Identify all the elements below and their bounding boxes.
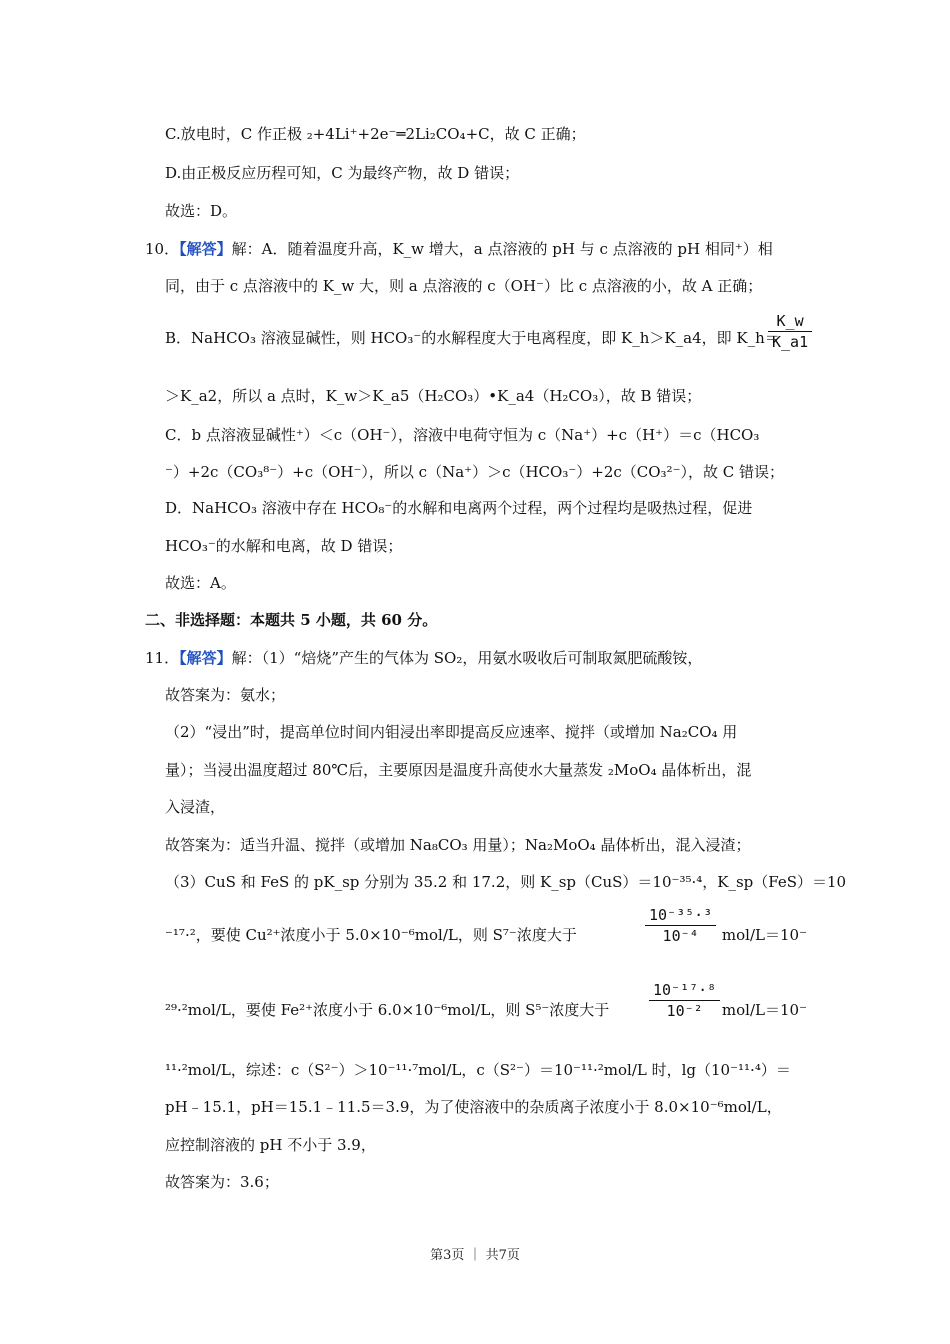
q10-part-a-cont: 同，由于 c 点溶液中的 K_w 大，则 a 点溶液的 c（OH⁻）比 c 点溶液的小，故 A 正确； <box>165 277 763 295</box>
fraction-numerator: K_w <box>776 312 804 330</box>
fraction-denominator: 10⁻⁴ <box>662 927 699 945</box>
fraction-bar <box>649 1000 720 1001</box>
section-heading: 二、非选择题：本题共 5 小题，共 60 分。 <box>145 611 438 629</box>
question-11 <box>145 648 702 668</box>
fraction-bar <box>645 925 716 926</box>
fraction-denominator: K_a1 <box>772 333 809 351</box>
page-footer: 第3页 ｜ 共7页 <box>430 1248 520 1263</box>
line-c-discharge: C.放电时，C 作正极 ₂+4Li⁺+2e⁻═2Li₂CO₄+C，故 C 正确； <box>165 125 586 143</box>
q11-part-3-line6: 应控制溶液的 pH 不小于 3.9， <box>165 1136 376 1154</box>
q11-part-3-line3-tail: mol/L＝10⁻ <box>721 1001 807 1019</box>
q10-part-a: 解：A．随着温度升高，K_w 增大，a 点溶液的 pH 与 c 点溶液的 pH 相同⁺）相 <box>231 240 773 258</box>
q11-part-2-cont: 量）；当浸出温度超过 80℃后，主要原因是温度升高使水大量蒸发 ₂MoO₄ 晶体析出，混 <box>165 761 752 779</box>
q10-part-b-cont: ＞K_a2，所以 a 点时，K_w＞K_a5（H₂CO₃）•K_a4（H₂CO₃），故 B 错误； <box>165 387 702 405</box>
fraction-denominator: 10⁻² <box>666 1002 703 1020</box>
line-d-conclusion: D.由正极反应历程可知，C 为最终产物，故 D 错误； <box>165 164 520 182</box>
q11-part-2: （2）“浸出”时，提高单位时间内钼浸出率即提高反应速率、搅拌（或增加 Na₂CO₄ 用 <box>165 723 738 741</box>
q10-part-d: D．NaHCO₃ 溶液中存在 HCO₈⁻的水解和电离两个过程，两个过程均是吸热过程，促进 <box>165 499 753 517</box>
q10-part-c: C．b 点溶液显碱性⁺）＜c（OH⁻），溶液中电荷守恒为 c（Na⁺）+c（H⁺）＝c（HCO₃ <box>165 426 760 444</box>
solution-tag: 【解答】 <box>179 649 232 667</box>
fraction-numerator: 10⁻¹⁷·⁸ <box>653 981 717 999</box>
q10-part-d-cont: HCO₃⁻的水解和电离，故 D 错误； <box>165 537 403 555</box>
question-number: 10． <box>145 240 180 258</box>
fraction-bar <box>768 331 812 332</box>
s-concentration-fraction-2 <box>649 981 720 1020</box>
q11-part-3-line3: ²⁹·²mol/L，要使 Fe²⁺浓度小于 6.0×10⁻⁶mol/L，则 S⁵⁻浓度大于 <box>165 1001 610 1019</box>
q11-part-3-line2: ⁻¹⁷·²，要使 Cu²⁺浓度小于 5.0×10⁻⁶mol/L，则 S⁷⁻浓度大于 <box>165 926 577 944</box>
q11-answer-1: 故答案为：氨水； <box>165 686 286 704</box>
answer-line-9: 故选：D。 <box>165 202 238 220</box>
question-10 <box>145 239 773 259</box>
s-concentration-fraction-1 <box>645 906 716 945</box>
q11-answer-2: 故答案为：适当升温、搅拌（或增加 Na₈CO₃ 用量）；Na₂MoO₄ 晶体析出，混入浸渣； <box>165 836 751 854</box>
q11-part-3-line5: pH﹣15.1，pH＝15.1﹣11.5＝3.9，为了使溶液中的杂质离子浓度小于 8.0×10⁻⁶mol/L， <box>165 1098 782 1116</box>
solution-tag: 【解答】 <box>179 240 232 258</box>
q11-answer-3: 故答案为：3.6； <box>165 1173 279 1191</box>
q11-part-3-line2-tail: mol/L＝10⁻ <box>721 926 807 944</box>
question-number: 11． <box>145 649 180 667</box>
q11-part-1: 解：（1）“焙烧”产生的气体为 SO₂，用氨水吸收后可制取氮肥硫酸铵， <box>231 649 703 667</box>
fraction-numerator: 10⁻³⁵·³ <box>649 906 713 924</box>
q11-part-2-cont2: 入浸渣， <box>165 798 226 816</box>
kh-fraction <box>768 312 812 351</box>
answer-line-10: 故选：A。 <box>165 574 236 592</box>
q11-part-3: （3）CuS 和 FeS 的 pK_sp 分别为 35.2 和 17.2，则 K_sp（CuS）＝10⁻³⁵·⁴，K_sp（FeS）＝10 <box>165 873 847 891</box>
q11-part-3-line4: ¹¹·²mol/L，综述：c（S²⁻）＞10⁻¹¹·⁷mol/L，c（S²⁻）＝10⁻¹¹·²mol/L 时，lg（10⁻¹¹·⁴）＝ <box>165 1061 791 1079</box>
q10-part-b: B．NaHCO₃ 溶液显碱性，则 HCO₃⁻的水解程度大于电离程度，即 K_h＞K_a4，即 K_h＝ <box>165 329 780 347</box>
q10-part-c-cont: ⁻）+2c（CO₃⁸⁻）+c（OH⁻），所以 c（Na⁺）＞c（HCO₃⁻）+2c（CO₃²⁻），故 C 错误； <box>165 463 785 481</box>
